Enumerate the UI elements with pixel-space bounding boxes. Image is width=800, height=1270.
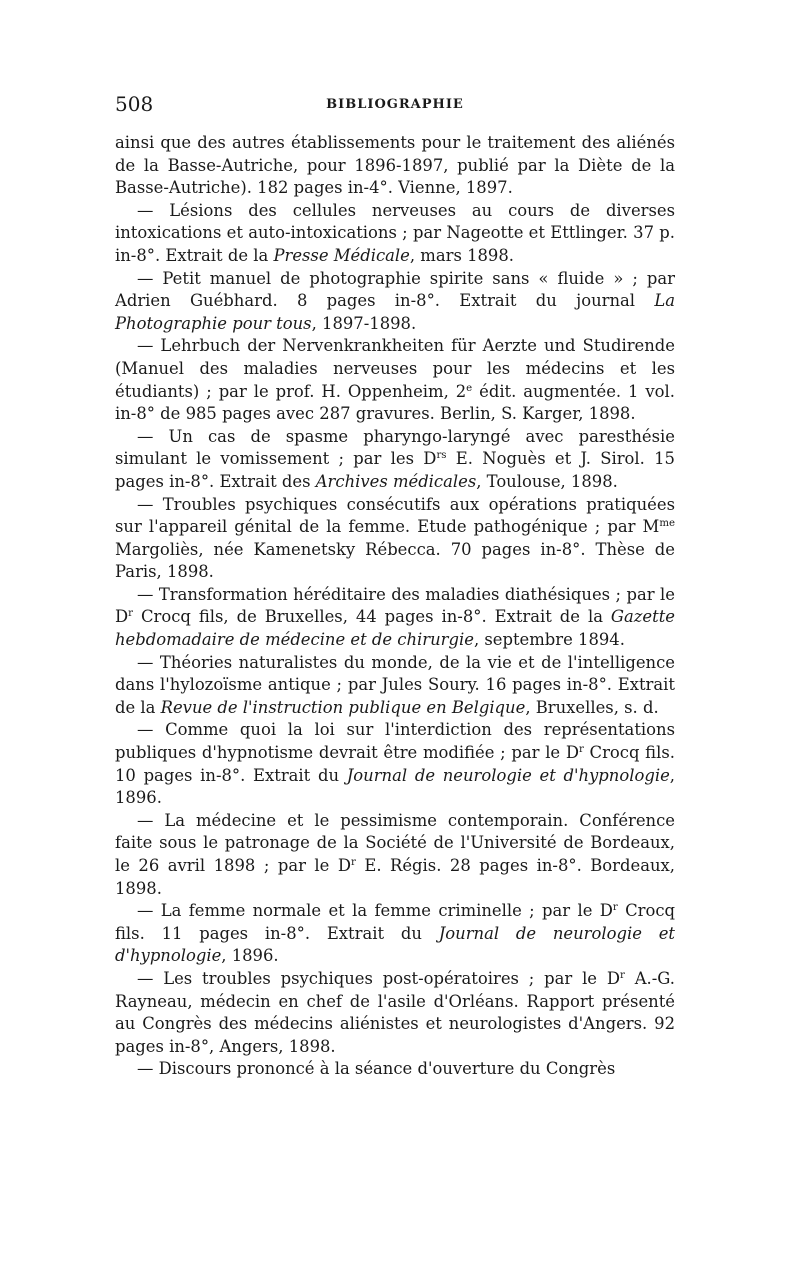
entry-text: , Bruxelles, s. d.: [525, 697, 659, 717]
entry-text: — Les troubles psychiques post-opératoires ; par le D: [137, 968, 620, 988]
entry-text: , 1897-1898.: [311, 313, 417, 333]
entry-text: — Comme quoi la loi sur l'interdiction des représentations publiques d'hypnotisme devrait être modifiée ; par le D: [115, 720, 675, 763]
bibliography-entry: [115, 584, 675, 652]
page-number: 508: [115, 92, 154, 116]
entry-text: — Discours prononcé à la séance d'ouverture du Congrès: [137, 1059, 616, 1079]
journal-title: Archives médicales: [315, 471, 477, 491]
journal-title: Journal de neurologie et d'hypnologie: [346, 765, 670, 785]
bibliography-entry: [115, 968, 675, 1058]
entry-text: — Transformation héréditaire des maladies diathésiques ; par le D: [115, 584, 675, 627]
bibliography-entry: [115, 810, 675, 900]
bibliography-entry: [115, 200, 675, 268]
entry-text: — La femme normale et la femme criminelle ; par le D: [137, 901, 613, 921]
running-title: BIBLIOGRAPHIE: [326, 97, 464, 112]
superscript: r: [128, 608, 134, 620]
entry-text: édit. augmentée. 1 vol. in-8° de 985 pages avec 287 gravures. Berlin, S. Karger, 1898.: [115, 381, 675, 424]
superscript: r: [612, 902, 618, 914]
entry-text: — La médecine et le pessimisme contemporain. Conférence faite sous le patronage de la Société de l'Université de Bordeaux, le 26 avril 1898 ; par le D: [115, 810, 675, 875]
entry-text: E. Régis. 28 pages in-8°. Bordeaux, 1898.: [115, 856, 675, 898]
entry-text: , 1896.: [115, 765, 675, 808]
bibliography-entry: [115, 1058, 675, 1081]
entry-text: ainsi que des autres établissements pour le traitement des aliénés de la Basse-Autriche, pour 1896-1897, publié par la Diète de la Basse-Autriche). 182 pages in-4°. Vienne, 1897.: [115, 133, 675, 198]
superscript: e: [466, 382, 473, 394]
journal-title: La Photographie pour tous: [115, 291, 675, 333]
superscript: r: [620, 969, 625, 981]
running-head: [115, 92, 675, 122]
bibliography-entry: [115, 719, 675, 809]
journal-title: Journal de neurologie et d'hypnologie: [115, 923, 676, 966]
superscript: me: [659, 518, 675, 529]
book-page: [115, 92, 675, 1081]
bibliography-entry: [115, 900, 675, 968]
bibliography-entry: [115, 652, 675, 720]
journal-title: Gazette hebdomadaire de médecine et de chirurgie: [115, 607, 675, 650]
bibliography-entry: [115, 268, 675, 336]
entry-text: Crocq fils. 10 pages in-8°. Extrait du: [115, 743, 675, 785]
entry-text: , septembre 1894.: [473, 630, 625, 650]
entry-text: — Théories naturalistes du monde, de la vie et de l'intelligence dans l'hylozoïsme antique ; par Jules Soury. 16 pages in-8°. Extrait de la: [115, 652, 675, 717]
entry-text: Crocq fils. 11 pages in-8°. Extrait du: [115, 901, 675, 943]
entry-text: — Lehrbuch der Nervenkrankheiten für Aerzte und Studirende (Manuel des maladies nerveuses pour les médecins et les étudiants) ; par le prof. H. Oppenheim, 2: [115, 336, 675, 401]
entry-text: , Toulouse, 1898.: [476, 471, 618, 491]
bibliography-entry: [115, 426, 675, 494]
entry-text: A.-G. Rayneau, médecin en chef de l'asile d'Orléans. Rapport présenté au Congrès des médecins aliénistes et neurologistes d'Angers. 92 pages in-8°, Angers, 1898.: [115, 968, 676, 1056]
entry-text: E. Noguès et J. Sirol. 15 pages in-8°. Extrait des: [115, 449, 675, 491]
bibliography-list: [115, 132, 675, 1081]
entry-text: , 1896.: [221, 946, 279, 966]
entry-text: , mars 1898.: [409, 245, 514, 265]
entry-text: Margoliès, née Kamenetsky Rébecca. 70 pages in-8°. Thèse de Paris, 1898.: [115, 539, 675, 582]
journal-title: Revue de l'instruction publique en Belgique: [160, 697, 526, 717]
superscript: rs: [436, 450, 447, 462]
entry-text: Crocq fils, de Bruxelles, 44 pages in-8°. Extrait de la: [133, 607, 611, 627]
superscript: r: [351, 856, 356, 868]
entry-text: — Troubles psychiques consécutifs aux opérations pratiquées sur l'appareil génital de la femme. Etude pathogénique ; par M: [115, 494, 675, 537]
bibliography-entry: [115, 132, 675, 200]
journal-title: Presse Médicale: [273, 245, 410, 265]
superscript: r: [578, 743, 584, 755]
entry-text: — Lésions des cellules nerveuses au cours de diverses intoxications et auto-intoxications ; par Nageotte et Ettlinger. 37 p. in-8°. Extrait de la: [115, 200, 675, 265]
entry-text: — Petit manuel de photographie spirite sans « fluide » ; par Adrien Guébhard. 8 pages in-8°. Extrait du journal: [115, 268, 675, 311]
entry-text: — Un cas de spasme pharyngo-laryngé avec paresthésie simulant le vomissement ; par les D: [115, 426, 675, 469]
bibliography-entry: [115, 494, 675, 584]
bibliography-entry: [115, 335, 675, 425]
